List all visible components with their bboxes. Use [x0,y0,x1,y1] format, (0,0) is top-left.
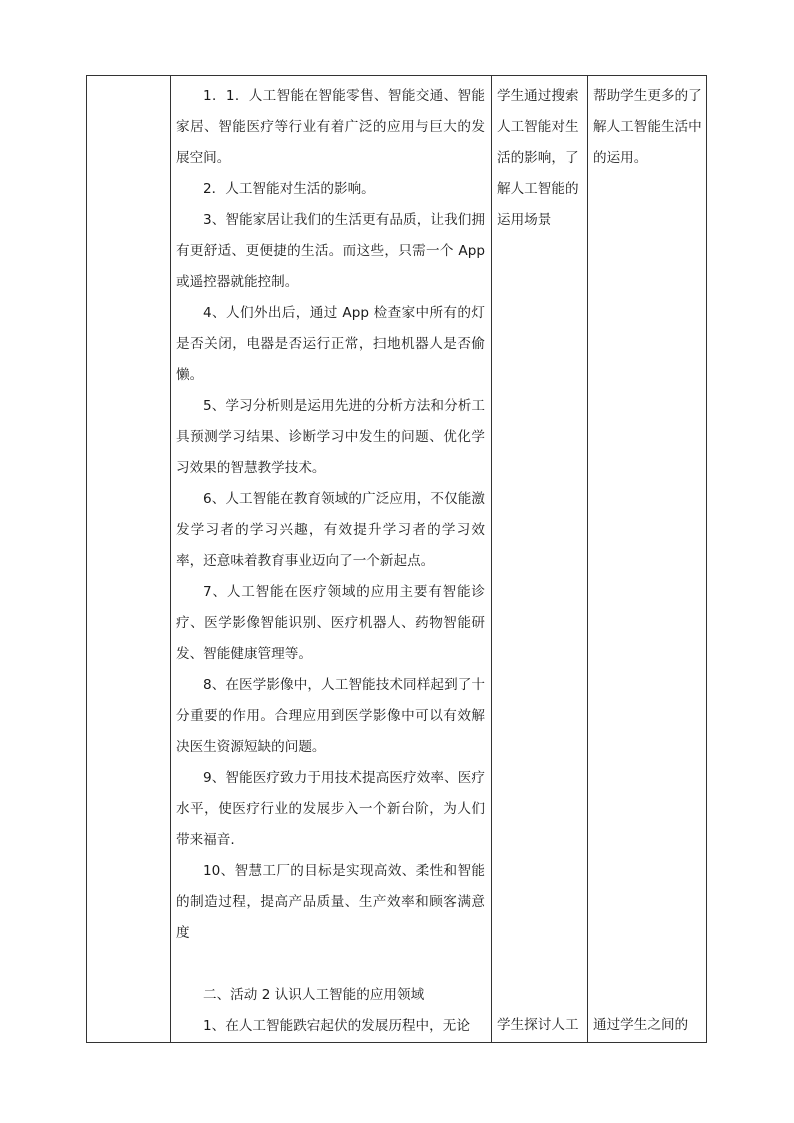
content-paragraph: 6、人工智能在教育领域的广泛应用，不仅能激发学习者的学习兴趣，有效提升学习者的学习效率，还意味着教育事业迈向了一个新起点。 [176,491,485,569]
activity-heading: 二、活动 2 认识人工智能的应用领域 [203,987,425,1003]
design-purpose-column [587,76,708,1042]
content-paragraph: 1、在人工智能跌宕起伏的发展历程中，无论 [203,1018,470,1034]
content-paragraph: 2．人工智能对生活的影响。 [203,181,375,197]
student-activity-column [491,76,587,1042]
content-paragraph: 1．1．人工智能在智能零售、智能交通、智能家居、智能医疗等行业有着广泛的应用与巨大的发展空间。 [176,88,485,166]
content-paragraph: 3、智能家居让我们的生活更有品质，让我们拥有更舒适、更便捷的生活。而这些，只需一个 App 或遥控器就能控制。 [176,212,485,290]
content-paragraph: 5、学习分析则是运用先进的分析方法和分析工具预测学习结果、诊断学习中发生的问题、优化学习效果的智慧教学技术。 [176,398,485,476]
design-purpose-text-next: 通过学生之间的 [593,1017,689,1033]
content-paragraph: 9、智能医疗致力于用技术提高医疗效率、医疗水平，使医疗行业的发展步入一个新台阶，为人们带来福音. [176,770,485,848]
student-activity-text: 学生通过搜索人工智能对生活的影响，了解人工智能的运用场景 [497,88,579,228]
student-activity-text-next: 学生探讨人工 [497,1017,579,1033]
lesson-plan-table [86,75,707,1043]
teaching-content-column [170,76,491,1042]
content-paragraph: 8、在医学影像中，人工智能技术同样起到了十分重要的作用。合理应用到医学影像中可以有效解决医生资源短缺的问题。 [176,677,485,755]
empty-first-column [87,76,170,1042]
design-purpose-text: 帮助学生更多的了解人工智能生活中的运用。 [593,88,702,166]
content-paragraph: 4、人们外出后，通过 App 检查家中所有的灯是否关闭，电器是否运行正常，扫地机器人是否偷懒。 [176,305,485,383]
content-paragraph: 7、人工智能在医疗领域的应用主要有智能诊疗、医学影像智能识别、医疗机器人、药物智能研发、智能健康管理等。 [176,584,485,662]
content-paragraph: 10、智慧工厂的目标是实现高效、柔性和智能的制造过程，提高产品质量、生产效率和顾客满意度 [176,863,485,941]
